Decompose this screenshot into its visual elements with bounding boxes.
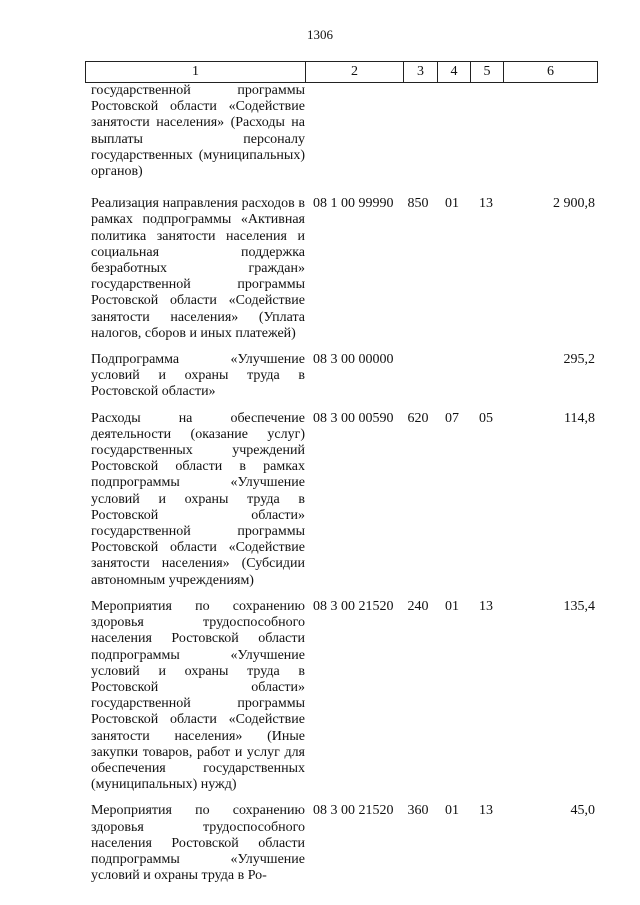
table-row xyxy=(85,411,597,589)
table-body xyxy=(85,83,597,884)
row-col-5: 13 xyxy=(479,598,493,614)
row-code: 08 3 00 21520 xyxy=(313,803,394,819)
row-description: Реализация направления расходов в рамках подпрограммы «Активная политика занятости населения и социальная поддержка безработных граждан» государственной программы Ростовской области «Содействие занятости населения» (Уплата налогов, сборов и иных платежей) xyxy=(91,196,305,341)
row-col-5: 13 xyxy=(479,196,493,212)
row-col-4: 01 xyxy=(445,803,459,819)
header-row xyxy=(86,62,598,83)
row-col-4: 01 xyxy=(445,598,459,614)
row-code: 08 3 00 00000 xyxy=(313,352,394,368)
table-row xyxy=(85,83,597,180)
row-col-5: 05 xyxy=(479,410,493,426)
row-code: 08 3 00 21520 xyxy=(313,598,394,614)
row-amount: 295,2 xyxy=(563,352,595,368)
row-col-5: 13 xyxy=(479,803,493,819)
row-col-3: 620 xyxy=(407,410,429,426)
row-col-3: 360 xyxy=(407,803,429,819)
row-code: 08 1 00 99990 xyxy=(313,196,394,212)
row-description: Мероприятия по сохранению здоровья трудоспособного населения Ростовской области подпрограммы «Улучшение условий и охраны труда в Ростовской области» государственной программы Ростовской области «Содействие занятости населения» (Иные закупки товаров, работ и услуг для обеспечения государственных (муниципальных) нужд) xyxy=(91,598,305,793)
row-description: Мероприятия по сохранению здоровья трудоспособного населения Ростовской области подпрограммы «Улучшение условий и охраны труда в Ро- xyxy=(91,803,305,884)
row-col-3: 240 xyxy=(407,598,429,614)
row-col-4: 01 xyxy=(445,196,459,212)
table-row xyxy=(85,599,597,793)
header-cell-5: 5 xyxy=(471,62,504,83)
row-amount: 2 900,8 xyxy=(553,196,595,212)
header-cell-6: 6 xyxy=(504,62,598,83)
table-row xyxy=(85,196,597,342)
header-cell-4: 4 xyxy=(438,62,471,83)
page-number: 1306 xyxy=(307,27,333,42)
row-description: государственной программы Ростовской области «Содействие занятости населения» (Расходы на выплаты персоналу государственных (муниципальных) органов) xyxy=(91,83,305,180)
row-code: 08 3 00 00590 xyxy=(313,410,394,426)
row-description: Подпрограмма «Улучшение условий и охраны труда в Ростовской области» xyxy=(91,352,305,400)
row-amount: 114,8 xyxy=(564,410,595,426)
row-amount: 135,4 xyxy=(563,598,595,614)
row-amount: 45,0 xyxy=(570,803,595,819)
row-description: Расходы на обеспечение деятельности (оказание услуг) государственных учреждений Ростовской области в рамках подпрограммы «Улучшение условий и охраны труда в Ростовской области» государственной программы Ростовской области «Содействие занятости населения» (Субсидии автономным учреждениям) xyxy=(91,410,305,588)
header-cell-3: 3 xyxy=(404,62,438,83)
row-col-4: 07 xyxy=(445,410,459,426)
table-row xyxy=(85,803,597,884)
row-col-3: 850 xyxy=(407,196,429,212)
table-row xyxy=(85,352,597,401)
header-cell-1: 1 xyxy=(86,62,306,83)
table-header xyxy=(85,61,598,83)
header-cell-2: 2 xyxy=(306,62,404,83)
